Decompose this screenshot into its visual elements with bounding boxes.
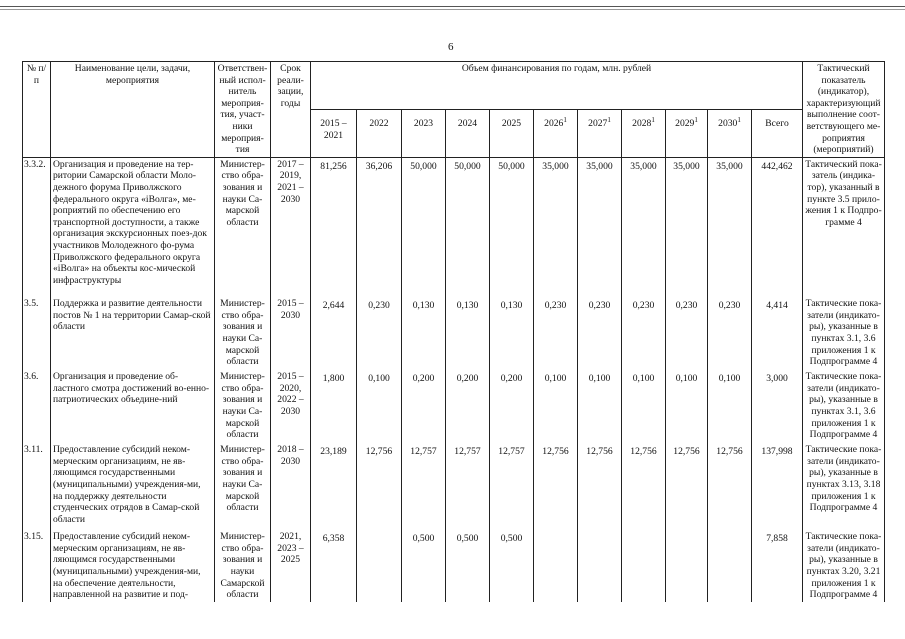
row-value: 0,100 [666, 370, 708, 443]
table-row [23, 157, 885, 297]
row-indicator: Тактические пока-затели (индикато-ры), указанные в пунктах 3.13, 3.18 приложения 1 к Подпрограмме 4 [803, 443, 885, 530]
row-term: 2015 – 2030 [271, 297, 311, 370]
row-name: Предоставление субсидий неком-мерческим организациям, не яв-ляющимся государственными (муниципальными) учреждения-ми, на обеспечение деятельности, направленной на развитие и под- [51, 530, 215, 602]
row-name: Организация и проведение на тер-ритории Самарской области Моло-дежного форума Приволжского федерального округа «iВолга», ме-роприятий по обеспечению его транспортной доступности, а также организация экскурсионных поез-док участников Молодежного фо-рума Приволжского федерального округа «iВолга» на объекты кос-мической инфраструктуры [51, 157, 215, 297]
row-executor: Министер-ство обра-зования и науки Са-марской области [215, 157, 271, 297]
row-value: 0,130 [402, 297, 446, 370]
row-value: 50,000 [490, 157, 534, 297]
row-value: 12,756 [708, 443, 752, 530]
row-value [708, 530, 752, 602]
row-value: 0,500 [490, 530, 534, 602]
row-term: 2021, 2023 – 2025 [271, 530, 311, 602]
row-value: 23,189 [311, 443, 357, 530]
row-name: Предоставление субсидий неком-мерческим организациям, не яв-ляющимся государственными (муниципальными) учреждения-ми, на поддержку деятельности студенческих отрядов в Самар-ской области [51, 443, 215, 530]
table-row [23, 443, 885, 530]
header-year: 2025 [490, 110, 534, 157]
row-value: 0,100 [708, 370, 752, 443]
row-total: 7,858 [752, 530, 803, 602]
row-value [622, 530, 666, 602]
header-year: 2030$^1$ [708, 110, 752, 157]
header-year: 2028$^1$ [622, 110, 666, 157]
header-financing: Объем финансирования по годам, млн. рублей [311, 62, 803, 110]
row-executor: Министер-ство обра-зования и науки Са-марской области [215, 297, 271, 370]
row-value: 0,230 [708, 297, 752, 370]
row-executor: Министер-ство обра-зования и науки Са-марской области [215, 443, 271, 530]
row-executor: Министер-ство обра-зования и науки Са-марской области [215, 370, 271, 443]
row-indicator: Тактические пока-затели (индикато-ры), указанные в пунктах 3.20, 3.21 приложения 1 к Подпрограмме 4 [803, 530, 885, 602]
row-term: 2017 – 2019, 2021 – 2030 [271, 157, 311, 297]
header-num: № п/п [23, 62, 51, 158]
row-value: 0,230 [357, 297, 402, 370]
row-value: 2,644 [311, 297, 357, 370]
row-value [666, 530, 708, 602]
top-rule [0, 6, 905, 7]
row-value: 12,756 [578, 443, 622, 530]
row-value: 12,756 [357, 443, 402, 530]
header-total: Всего [752, 110, 803, 157]
row-value: 0,200 [446, 370, 490, 443]
row-value: 50,000 [402, 157, 446, 297]
row-value: 0,100 [578, 370, 622, 443]
row-term: 2018 – 2030 [271, 443, 311, 530]
table-row [23, 297, 885, 370]
row-indicator: Тактический пока-затель (индика-тор), указанный в пункте 3.5 прило-жения 1 к Подпро-грамме 4 [803, 157, 885, 297]
header-executor: Ответствен-ный испол-нитель мероприя-тия, участ-ники мероприя-тия [215, 62, 271, 158]
row-value: 35,000 [578, 157, 622, 297]
header-year: 2015 – 2021 [311, 110, 357, 157]
row-value: 35,000 [708, 157, 752, 297]
row-term: 2015 – 2020, 2022 – 2030 [271, 370, 311, 443]
row-total: 3,000 [752, 370, 803, 443]
row-total: 137,998 [752, 443, 803, 530]
top-rule-secondary [0, 9, 905, 10]
row-value: 36,206 [357, 157, 402, 297]
financing-table [22, 61, 885, 602]
row-value: 6,358 [311, 530, 357, 602]
row-value: 0,230 [622, 297, 666, 370]
row-num: 3.11. [23, 443, 51, 530]
row-value: 0,200 [490, 370, 534, 443]
row-value: 0,230 [534, 297, 578, 370]
row-value: 0,100 [357, 370, 402, 443]
row-value: 12,756 [534, 443, 578, 530]
row-value: 0,100 [622, 370, 666, 443]
header-year: 2029$^1$ [666, 110, 708, 157]
row-value [357, 530, 402, 602]
row-value: 50,000 [446, 157, 490, 297]
row-value: 0,130 [446, 297, 490, 370]
header-year: 2023 [402, 110, 446, 157]
header-year: 2022 [357, 110, 402, 157]
row-executor: Министер-ство обра-зования и науки Самарской области [215, 530, 271, 602]
row-total: 442,462 [752, 157, 803, 297]
row-value [534, 530, 578, 602]
header-term: Срок реали-зации, годы [271, 62, 311, 158]
row-value: 12,757 [446, 443, 490, 530]
page-number: 6 [448, 41, 454, 53]
row-name: Поддержка и развитие деятельности постов № 1 на территории Самар-ской области [51, 297, 215, 370]
table-row [23, 370, 885, 443]
row-value: 81,256 [311, 157, 357, 297]
row-value: 0,500 [446, 530, 490, 602]
row-num: 3.15. [23, 530, 51, 602]
row-total: 4,414 [752, 297, 803, 370]
row-num: 3.6. [23, 370, 51, 443]
header-year: 2027$^1$ [578, 110, 622, 157]
row-value: 0,100 [534, 370, 578, 443]
row-value: 1,800 [311, 370, 357, 443]
header-row [23, 62, 885, 110]
row-value: 12,757 [490, 443, 534, 530]
row-value: 12,756 [622, 443, 666, 530]
row-value: 0,230 [578, 297, 622, 370]
row-value: 35,000 [534, 157, 578, 297]
row-num: 3.3.2. [23, 157, 51, 297]
row-num: 3.5. [23, 297, 51, 370]
row-value: 35,000 [622, 157, 666, 297]
table-row [23, 530, 885, 602]
row-value: 0,130 [490, 297, 534, 370]
row-name: Организация и проведение об-ластного смотра достижений во-енно-патриотических объедине-ний [51, 370, 215, 443]
header-year: 2026$^1$ [534, 110, 578, 157]
row-value: 0,200 [402, 370, 446, 443]
row-indicator: Тактические пока-затели (индикато-ры), указанные в пунктах 3.1, 3.6 приложения 1 к Подпрограмме 4 [803, 370, 885, 443]
row-value: 12,756 [666, 443, 708, 530]
header-name: Наименование цели, задачи, мероприятия [51, 62, 215, 158]
row-indicator: Тактические пока-затели (индикато-ры), указанные в пунктах 3.1, 3.6 приложения 1 к Подпрограмме 4 [803, 297, 885, 370]
header-indicator: Тактический показатель (индикатор), характеризующий выполнение соот-ветствующего ме-роприятия (мероприятий) [803, 62, 885, 158]
row-value [578, 530, 622, 602]
row-value: 12,757 [402, 443, 446, 530]
row-value: 0,500 [402, 530, 446, 602]
row-value: 35,000 [666, 157, 708, 297]
row-value: 0,230 [666, 297, 708, 370]
header-year: 2024 [446, 110, 490, 157]
